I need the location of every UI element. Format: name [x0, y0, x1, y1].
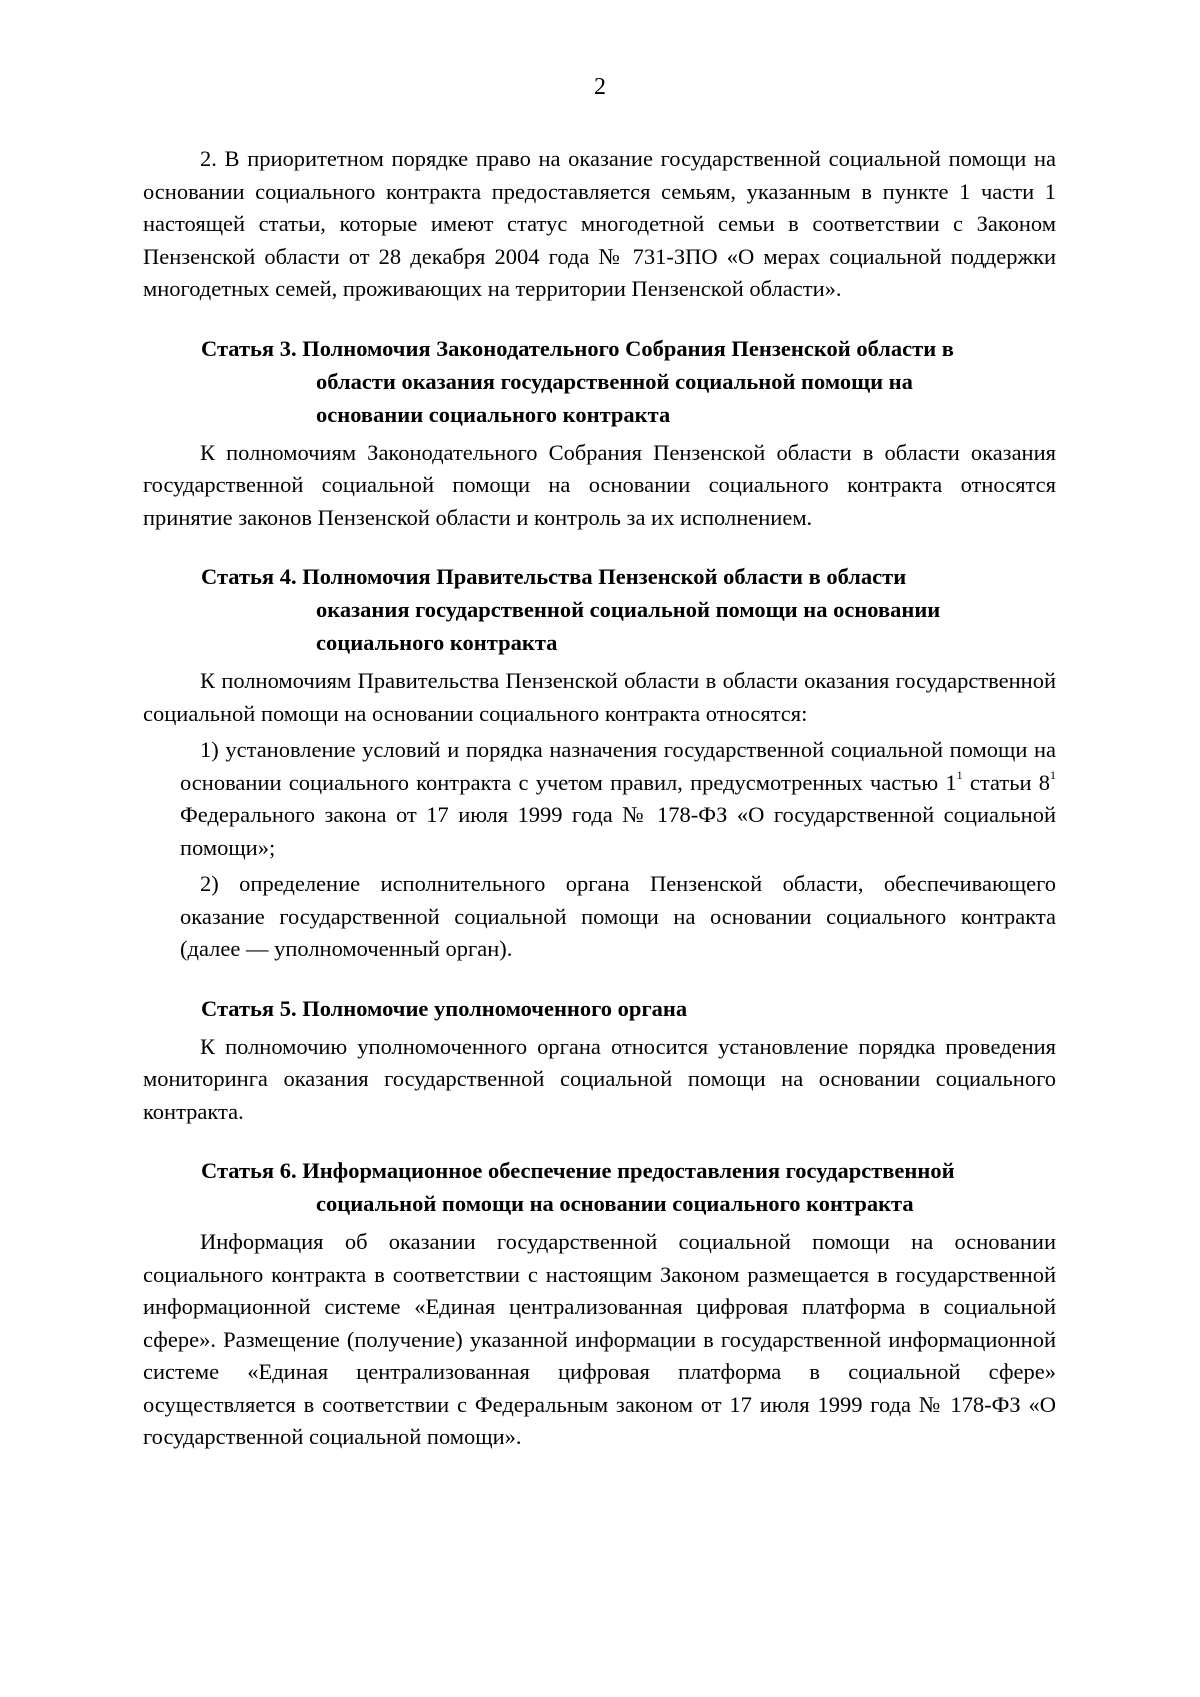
article-4-item-1-part2: статьи 8 [962, 769, 1050, 795]
article-5-text: К полномочию уполномоченного органа относится установление порядка проведения мониторинга оказания государственной социальной помощи на основании социального контракта. [143, 1033, 1056, 1124]
article-5-heading-line1: Статья 5. Полномочие уполномоченного органа [201, 995, 688, 1021]
article-4-item-2: 2) определение исполнительного органа Пензенской области, обеспечивающего оказание государственной социальной помощи на основании социального контракта (далее — уполномоченный орган). [180, 871, 1056, 961]
paragraph-2: 2. В приоритетном порядке право на оказание государственной социальной помощи на основании социального контракта предоставляется семьям, указанным в пункте 1 части 1 настоящей статьи, которые имеют статус многодетной семьи в соответствии с Законом Пензенской области от 28 декабря 2004 года № 731-ЗПО «О мерах социальной поддержки многодетных семей, проживающих на территории Пензенской области». [143, 146, 1056, 301]
article-3-heading-line2: области оказания государственной социальной помощи на [316, 368, 913, 394]
article-4-item-1-part3: Федерального закона от 17 июля 1999 года № 178-ФЗ «О государственной социальной помощи»; [180, 802, 1056, 860]
article-4-heading-line2: оказания государственной социальной помощи на основании [316, 597, 941, 622]
article-3-heading-line1: Статья 3. Полномочия Законодательного Собрания Пензенской области в [201, 335, 954, 361]
article-4-heading-line1: Статья 4. Полномочия Правительства Пензенской области в области [201, 564, 907, 589]
page-number: 2 [594, 74, 606, 100]
article-6-text: Информация об оказании государственной социальной помощи на основании социального контракта в соответствии с настоящим Законом размещается в государственной информационной системе «Единая централизованная цифровая платформа в социальной сфере». Размещение (получение) указанной информации в государственной информационной системе «Единая централизованная цифровая платформа в социальной сфере» осуществляется в соответствии с Федеральным законом от 17 июля 1999 года № 178-ФЗ «О государственной социальной помощи». [143, 1229, 1056, 1449]
article-4-heading [143, 560, 1056, 659]
article-4-intro: К полномочиям Правительства Пензенской области в области оказания государственной социальной помощи на основании социального контракта относятся: [143, 668, 1056, 726]
article-3-text: К полномочиям Законодательного Собрания Пензенской области в области оказания государственной социальной помощи на основании социального контракта относятся принятие законов Пензенской области и контроль за их исполнением. [143, 439, 1056, 530]
article-5-heading [143, 992, 1056, 1025]
article-6-heading-line1: Статья 6. Информационное обеспечение предоставления государственной [201, 1158, 955, 1183]
article-4-heading-line3: социального контракта [316, 630, 558, 655]
article-4-item-1-sup1: 1 [956, 767, 963, 782]
article-3-heading [143, 332, 1056, 431]
document-body [143, 143, 1056, 1454]
article-4-item-1 [180, 734, 1056, 864]
article-4-item-1-part1: 1) установление условий и порядка назначения государственной социальной помощи на основании социального контракта с учетом правил, предусмотренных частью 1 [180, 737, 1056, 795]
article-6-heading [143, 1154, 1056, 1220]
article-6-heading-line2: социальной помощи на основании социального контракта [316, 1191, 914, 1216]
article-4-item-1-sup2: 1 [1050, 767, 1056, 782]
article-3-heading-line3: основании социального контракта [316, 401, 671, 427]
